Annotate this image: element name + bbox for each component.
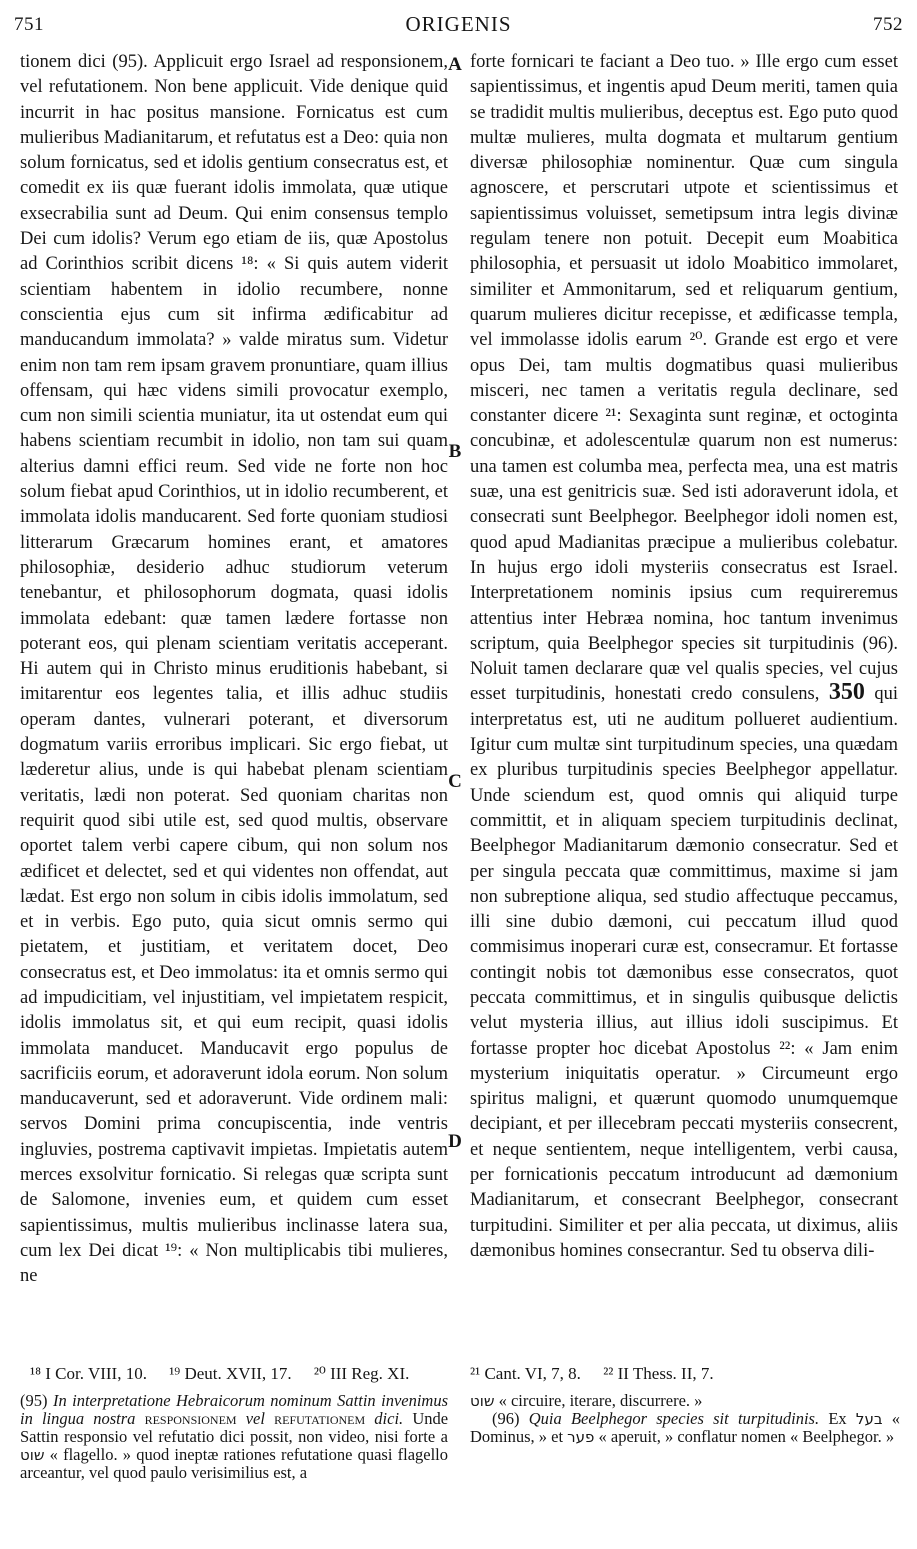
ref-19: ¹⁹ Deut. XVII, 17. bbox=[169, 1364, 292, 1383]
right-column-text-before: forte fornicari te faciant a Deo tuo. » Ille ergo cum esset sapientissimus, et ingentis apud Deum meriti, tamen quia se tradidit multis mulieribus, deceptus est. Ego puto quod multæ mulieres, multa dogmata et multarum gentium diversæ philosophiæ nominentur. Quæ cum singula agnoscere, et perscrutari utpote et scientissimus et sapientissimus voluisset, semetipsum intra legis divinæ regulam tenere non potuit. Decepit eum Moabitica philosophia, et persuasit ut idolo Moabitico immolaret, similiter et Ammonitarum, sed et reliquarum gentium, quarum mulieres dicitur recepisse, et ædificasse templa, vel immolasse idolis earum ²⁰. Grande est ergo et vere opus Dei, tam multis dogmatibus quasi mulieribus misceri, nec tamen a veritatis regula declinare, sed constanter dicere ²¹: Sexaginta sunt reginæ, et octoginta concubinæ, et adolescentulæ quarum non est numerus: una tamen est columba mea, perfecta mea, una est matris suæ, una est genitricis suæ. Sed isti adoraverunt idola, et consecrati sunt Beelphegor. Beelphegor idoli nomen est, quod apud Madianitas præcipue a mulieribus colebatur. In hujus ergo idoli mysteriis consecratus est Israel. Interpretationem nominis ipsius cum requireremus attentius inter Hebræa nomina, hoc tantum invenimus scriptum, quia Beelphegor species sit turpitudinis (96). Noluit tamen declarare quæ vel qualis species, vel cujus esset turpitudinis, honestati credo consulens, bbox=[470, 52, 898, 705]
page-number-left: 751 bbox=[14, 14, 44, 35]
footnote-95-hebrew-1: שוט bbox=[20, 1446, 45, 1464]
ref-21: ²¹ Cant. VI, 7, 8. bbox=[470, 1364, 581, 1383]
footnote-95-text: Unde Sattin responsio vel refutatio dici possit, non video, nisi forte a bbox=[20, 1409, 449, 1446]
margin-marker-d: D bbox=[448, 1131, 462, 1152]
footnote-96-text: Ex bbox=[828, 1409, 847, 1428]
margin-marker-a: A bbox=[448, 54, 462, 75]
footnote-95-text-2: « flagello. » quod ineptæ rationes refutatione quasi flagello arceantur, vel quod paulo verisimilius est, a bbox=[20, 1445, 449, 1482]
margin-marker-c: C bbox=[448, 771, 462, 792]
footnote-95-refutationem: refutationem bbox=[274, 1409, 366, 1428]
margin-marker-b: B bbox=[448, 441, 462, 462]
footnote-95-label: (95) bbox=[20, 1391, 48, 1410]
footnote-95 bbox=[20, 1392, 448, 1482]
left-column bbox=[20, 50, 448, 1353]
right-column-text-after: qui interpretatus est, uti ne auditum pollueret audientium. Igitur cum multæ sint turpitudinum species, una quædam ex pluribus turpitudinis species Beelphegor appellatur. Unde sciendum est, quod omnis qui aliquid turpe committit, et in aliquam speciem turpitudinis declinat, Beelphegor Madianitarum dæmonio consecratur. Sed et per singula peccata quæ committimus, maxime si jam non subreptione aliqua, sed studio affectuque peccamus, illi sine dubio dæmoni, cui peccatum illud quod commisimus inoperari curæ est, consecramur. Et fortasse contingit nobis tot dæmonibus esse consecratos, quot peccata committimus, et in singulis quibusque delictis velut mysteria illius, aut illius idoli suscipimus. Et fortasse propter hoc dicebat Apostolus ²²: « Jam enim mysterium iniquitatis operatur. » Circumeunt ergo spiritus maligni, et quærunt quomodo unumquemque decipiant, et per illecebram peccati mysteriis consecrent, et neque sentientem, neque intelligentem, verbi causa, per fornicationis peccatum introducunt ad dæmonium Madianitarum, et consecrant Beelphegor, consecrant turpitudini. Similiter et per alia peccata, ut diximus, aliis dæmonibus homines consecrantur. Sed tu observa dili- bbox=[470, 684, 898, 1261]
footnote-95-continued bbox=[470, 1392, 900, 1446]
ref-18: ¹⁸ I Cor. VIII, 10. bbox=[30, 1364, 147, 1383]
footnote-96-lemma: Quia Beelphegor species sit turpitudinis. bbox=[528, 1409, 820, 1428]
footnote-96-hebrew-1: בעל bbox=[855, 1410, 883, 1428]
footnote-96-label: (96) bbox=[492, 1409, 520, 1428]
scripture-refs-left bbox=[30, 1364, 450, 1384]
running-head: ORIGENIS bbox=[405, 12, 512, 36]
footnote-95-hebrew-2: שוט bbox=[470, 1392, 495, 1410]
footnote-96 bbox=[470, 1410, 900, 1446]
scripture-refs-right bbox=[470, 1364, 900, 1384]
ref-20: ²⁰ III Reg. XI. bbox=[313, 1364, 410, 1383]
ref-22: ²² II Thess. II, 7. bbox=[603, 1364, 714, 1383]
footnote-96-text-2: « Dominus, » et bbox=[470, 1409, 900, 1446]
footnote-95-text-3: « circuire, iterare, discurrere. » bbox=[498, 1391, 703, 1410]
footnote-96-hebrew-2: פער bbox=[567, 1428, 595, 1446]
footnote-96-text-3: « aperuit, » conflatur nomen « Beelphegor. » bbox=[598, 1427, 895, 1446]
right-column-paragraph bbox=[470, 50, 898, 1264]
left-column-text: tionem dici (95). Applicuit ergo Israel ad responsionem, vel refutationem. Non bene applicuit. Vide denique quid incurrit in hac positus mansione. Fornicatus est cum mulieribus Madianitarum, et refutatus est a Deo: quia non solum fornicatus, sed et idolis gentium consecratus est, et comedit ex iis quæ fuerant idolis immolata, quæ utique exsecrabilia sunt ad Deum. Qui enim consensus templo Dei cum idolis? Verum ego etiam de iis, quæ Apostolus ad Corinthios scribit dicens ¹⁸: « Si quis autem viderit scientiam habentem in idolio recumbere, nonne conscientia ejus cum sit infirma ædificabitur ad manducandum immolata? » valde miratus sum. Videtur enim non tam rem ipsam gravem pronuntiare, quam illius offensam, qui hæc videns simili provocatur exemplo, cum non simili scientia muniatur, ita ut ostendat eum qui habens scientiam recumbit in idolio, non tam sui quam alterius damni effici reum. Sed vide ne forte non hoc solum fiebat apud Corinthios, ut in idolio recumberent, et immolata idolis manducarent. Sed forte quoniam studiosi litterarum Græcarum homines erant, et amatores philosophiæ, desiderio adhuc studiorum veterum tenebantur, et philosophorum dogmata, quasi idolis immolata edebant: quæ tamen lædere fortasse non poterant eos, qui plenam scientiam veritatis acceperant. Hi autem qui in Christo minus eruditionis habebant, si imitarentur eos legentes talia, et illis adhuc studiis operam dantes, vulnerari poterant, et diversorum dogmatum variis erroribus implicari. Sic ergo fiebat, ut læderetur alius, unde is qui habebat plenam scientiam veritatis, lædi non poterat. Sed quoniam charitas non requirit quod sibi utile est, sed quod multis, observare oportet talem verbi capere cibum, qui non solum nos ædificet et delectet, sed et qui videntes non offendat, aut lædat. Est ergo non solum in cibis idolis immolatum, sed et in verbis. Ego puto, quia sicut omnis sermo qui pietatem, et justitiam, et veritatem docet, Deo consecratus est, et Deo immolatus: ita et omnis sermo qui ad impudicitiam, vel injustitiam, vel impietatem respicit, idolis immolatus sit, et qui eum recipit, quasi idolis immolata manducet. Manducavit ergo populus de sacrificiis eorum, et adoraverunt idola eorum. Non solum manducaverunt, sed et adoraverunt. Vide ordinem mali: servos Domini prima concupiscentia, inde ventris ingluvies, postrema captivavit impietas. Impietatis autem merces exsolvitur fornicatio. Si relegas quæ scripta sunt de Salomone, invenies eum, et quidem cum esset sapientissimus, multis mulieribus inclinasse latera sua, cum lex Dei dicat ¹⁹: « Non multiplicabis tibi mulieres, ne bbox=[20, 52, 448, 1287]
footnote-95-responsionem: responsionem bbox=[144, 1409, 237, 1428]
column-number: 350 bbox=[828, 679, 865, 706]
right-column bbox=[470, 50, 898, 1353]
footnote-95-lemma: In interpretatione Hebraicorum nominum Sattin invenimus in lingua nostra bbox=[20, 1391, 449, 1428]
footnote-95-dici: dici. bbox=[374, 1409, 404, 1428]
page-number-right: 752 bbox=[873, 14, 903, 35]
footnote-95-vel: vel bbox=[245, 1409, 265, 1428]
page-header bbox=[14, 10, 903, 44]
